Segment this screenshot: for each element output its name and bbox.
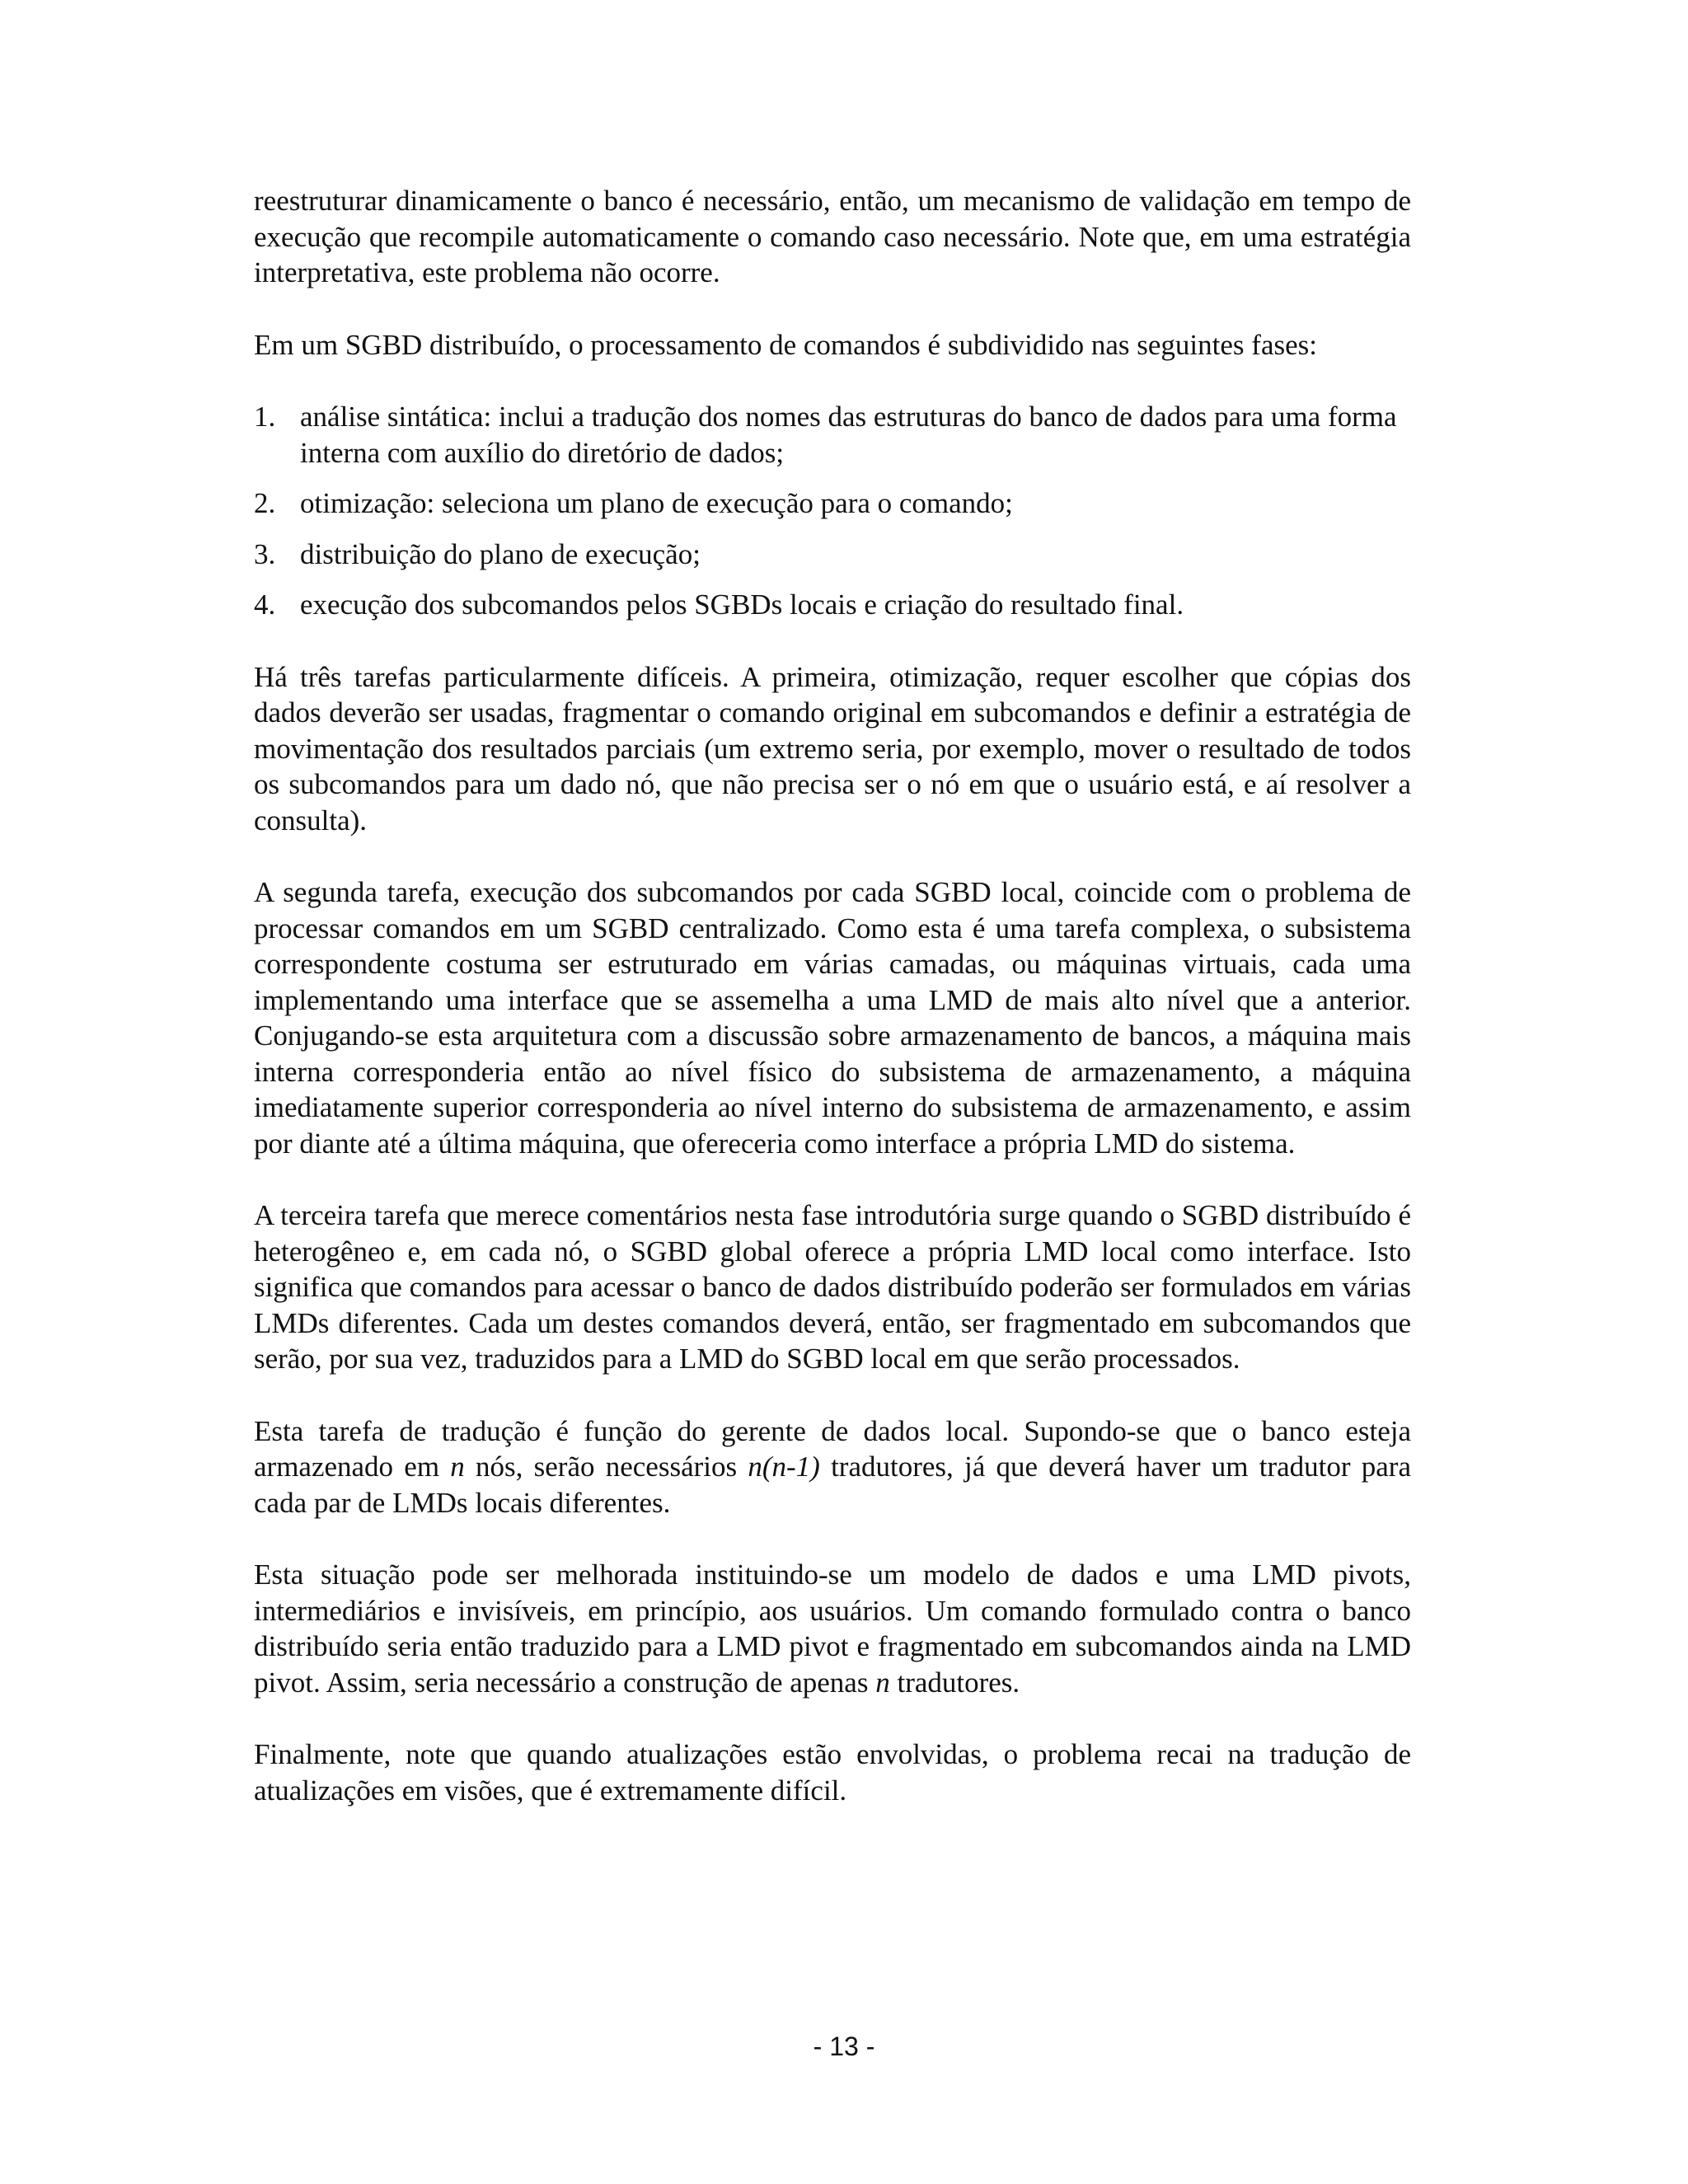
paragraph-phases-intro: Em um SGBD distribuído, o processamento de comandos é subdividido nas seguintes fases: (254, 328, 1317, 361)
list-item-number: 3. (254, 537, 276, 570)
phases-list (254, 399, 1411, 623)
paragraph-third-task: A terceira tarefa que merece comentários nesta fase introdutória surge quando o SGBD distribuído é heterogêneo e, em cada nó, o SGBD global oferece a própria LMD local como interface. Isto significa que comandos para acessar o banco de dados distribuído poderão ser formulados em várias LMDs diferentes. Cada um destes comandos deverá, então, ser fragmentado em subcomandos que serão, por sua vez, traduzidos para a LMD do SGBD local em que serão processados. (254, 1199, 1411, 1375)
variable-formula: n(n-1) (748, 1451, 820, 1483)
text-run: tradutores. (889, 1666, 1020, 1699)
list-item-number: 1. (254, 401, 276, 433)
list-item (254, 399, 1411, 471)
text-run: tradutores, já que deverá haver um tradutor para cada par de LMDs locais diferentes. (254, 1451, 1411, 1519)
list-item-number: 4. (254, 588, 276, 621)
list-item-number: 2. (254, 487, 276, 519)
list-item-text: otimização: seleciona um plano de execução para o comando; (300, 487, 1013, 519)
paragraph-final: Finalmente, note que quando atualizações estão envolvidas, o problema recai na tradução de atualizações em visões, que é extremamente difícil. (254, 1738, 1411, 1807)
list-item-text: distribuição do plano de execução; (300, 537, 701, 570)
paragraph-translation (254, 1413, 1411, 1521)
list-item-text: execução dos subcomandos pelos SGBDs locais e criação do resultado final. (300, 588, 1184, 621)
list-item (254, 587, 1411, 623)
paragraph-pivot (254, 1557, 1411, 1700)
text-run: nós, serão necessários (464, 1451, 748, 1483)
paragraph-three-tasks: Há três tarefas particularmente difíceis. A primeira, otimização, requer escolher que cópias dos dados deverão ser usadas, fragmentar o comando original em subcomandos e definir a estratégia de movimentação dos resultados parciais (um extremo seria, por exemplo, mover o resultado de todos os subcomandos para um dado nó, que não precisa ser o nó em que o usuário está, e aí resolver a consulta). (254, 660, 1411, 837)
text-run: Esta situação pode ser melhorada instituindo-se um modelo de dados e uma LMD pivots, intermediários e invisíveis, em princípio, aos usuários. Um comando formulado contra o banco distribuído seria então traduzido para a LMD pivot e fragmentado em subcomandos ainda na LMD pivot. Assim, seria necessário a construção de apenas (254, 1558, 1411, 1699)
paragraph-continuation: reestruturar dinamicamente o banco é necessário, então, um mecanismo de validação em tempo de execução que recompile automaticamente o comando caso necessário. Note que, em uma estratégia interpretativa, este problema não ocorre. (254, 185, 1411, 288)
variable-n: n (450, 1451, 465, 1483)
page-body (254, 183, 1411, 1844)
page-number: - 13 - (813, 2032, 875, 2061)
list-item-text: análise sintática: inclui a tradução dos nomes das estruturas do banco de dados para uma forma interna com auxílio do diretório de dados; (300, 401, 1397, 469)
list-item (254, 537, 1411, 573)
variable-n: n (875, 1666, 890, 1699)
paragraph-second-task: A segunda tarefa, execução dos subcomandos por cada SGBD local, coincide com o problema de processar comandos em um SGBD centralizado. Como esta é uma tarefa complexa, o subsistema correspondente costuma ser estruturado em várias camadas, ou máquinas virtuais, cada uma implementando uma interface que se assemelha a uma LMD de mais alto nível que a anterior. Conjugando-se esta arquitetura com a discussão sobre armazenamento de bancos, a máquina mais interna corresponderia então ao nível físico do subsistema de armazenamento, a máquina imediatamente superior corresponderia ao nível interno do subsistema de armazenamento, e assim por diante até a última máquina, que ofereceria como interface a própria LMD do sistema. (254, 876, 1411, 1160)
list-item (254, 485, 1411, 522)
text-run: Esta tarefa de tradução é função do gerente de dados local. Supondo-se que o banco esteja armazenado em (254, 1414, 1411, 1483)
